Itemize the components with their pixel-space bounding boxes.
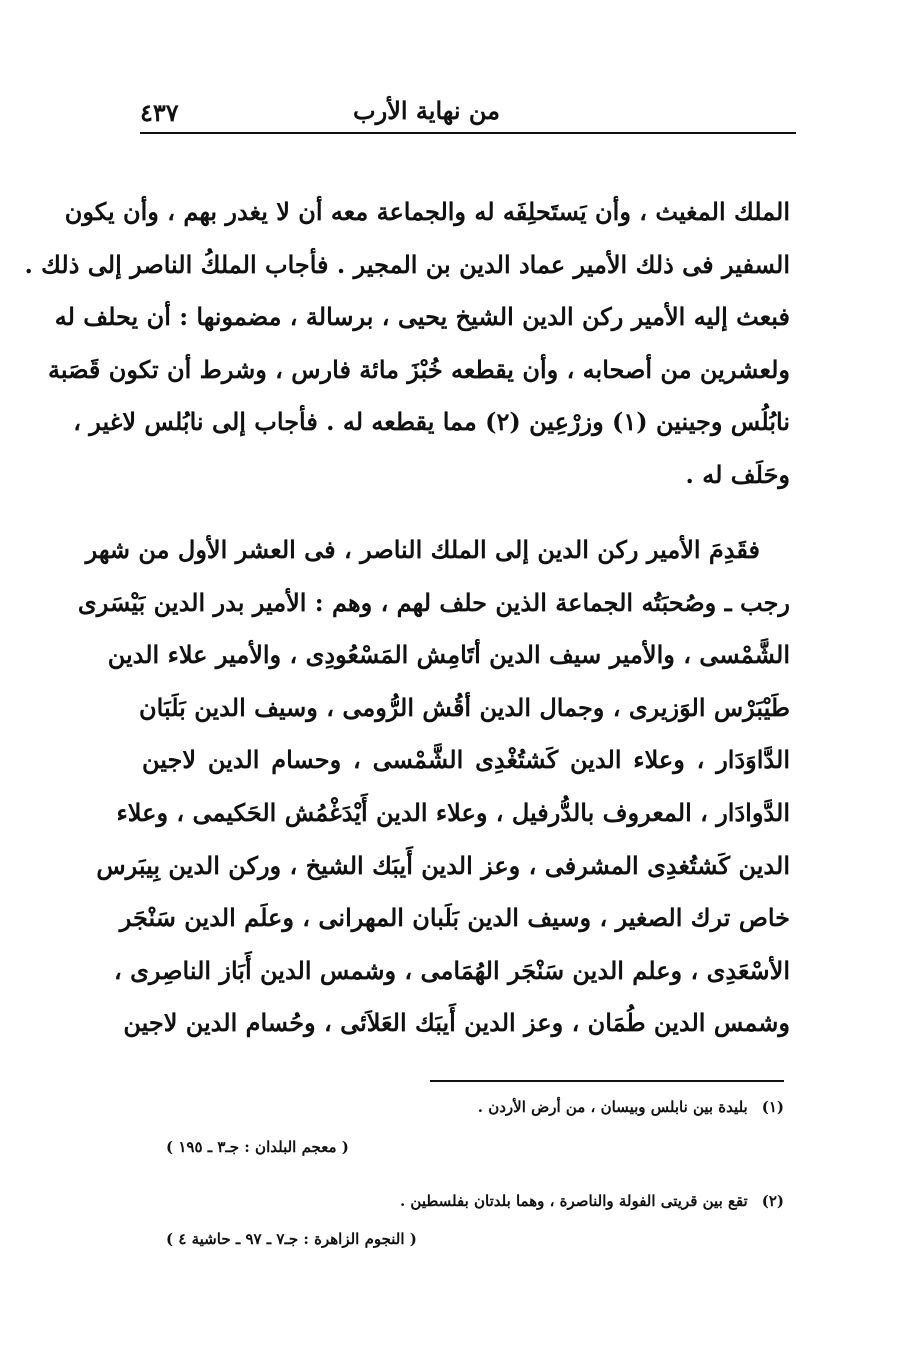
text-line: خاص ترك الصغير ، وسيف الدين بَلَبان المهرانى ، وعلَم الدين سَنْجَر	[119, 903, 790, 933]
text-line: الدَّوادَار ، المعروف بالدُّرفيل ، وعلاء الدين أَيْدَغْمُش الحَكيمى ، وعلاء	[116, 797, 790, 827]
text-line: رجب ـ وصُحبَتُه الجماعة الذين حلف لهم ، وهم : الأمير بدر الدين بَيْسَرى	[77, 587, 790, 617]
header-rule	[140, 132, 796, 134]
footnote-2-source: ( النجوم الزاهرة : جـ٧ ـ ٩٧ ـ حاشية ٤ )	[166, 1230, 417, 1248]
text-line: نابُلُس وجينين (١) وزرْعِين (٢) مما يقطعه له . فأجاب إلى نابُلس لاغير ،	[73, 407, 790, 437]
page-header	[140, 92, 800, 132]
text-line: الدين كَشتُغدِى المشرفى ، وعز الدين أَيبَك الشيخ ، وركن الدين بِيبَرس	[96, 850, 790, 880]
text-line: فبعث إليه الأمير ركن الدين الشيخ يحيى ، برسالة ، مضمونها : أن يحلف له	[54, 302, 790, 332]
paragraph-1	[24, 186, 790, 502]
footnote-marker: (٢)	[761, 1192, 784, 1210]
text-line: الأسْعَدِى ، وعلم الدين سَنْجَر الهُمَامى ، وشمس الدين أَبَاز الناصِرى ،	[114, 955, 790, 985]
footnote-text: بليدة بين نابلس وبيسان ، من أرض الأردن .	[477, 1098, 748, 1116]
page-number: ٤٣٧	[140, 98, 179, 127]
text-line: طَيْبَرْس الوَزيرى ، وجمال الدين أقُش الرُّومى ، وسيف الدين بَلَبَان	[139, 692, 790, 722]
text-line: الشَّمْسى ، والأمير سيف الدين أتَامِش المَسْعُودِى ، والأمير علاء الدين	[107, 640, 790, 670]
footnote-rule	[430, 1080, 784, 1082]
text-line: وحَلَف له .	[685, 459, 790, 489]
paragraph-2	[77, 524, 790, 1050]
footnote-1	[478, 1098, 784, 1116]
text-line: السفير فى ذلك الأمير عماد الدين بن المجير . فأجاب الملكُ الناصر إلى ذلك .	[24, 249, 790, 279]
text-line: ولعشرين من أصحابه ، وأن يقطعه خُبْزَ مائة فارس ، وشرط أن تكون قَصَبة	[47, 354, 790, 384]
footnote-text: تقع بين قريتى الفولة والناصرة ، وهما بلدتان بفلسطين .	[399, 1192, 748, 1210]
footnote-2	[400, 1192, 784, 1210]
footnote-1-source: ( معجم البلدان : جـ٣ ـ ١٩٥ )	[166, 1138, 349, 1156]
footnote-marker: (١)	[761, 1098, 784, 1116]
text-line: وشمس الدين طُمَان ، وعز الدين أَيبَك العَلاَئى ، وحُسام الدين لاجين	[123, 1008, 790, 1038]
running-title: من نهاية الأرب	[353, 96, 500, 125]
text-line: الدَّاوَدَار ، وعلاء الدين كَشتُغْدِى الشَّمْسى ، وحسام الدين لاجين	[142, 745, 790, 775]
text-line: فقَدِمَ الأمير ركن الدين إلى الملك الناصر ، فى العشر الأول من شهر	[85, 535, 760, 564]
text-line: الملك المغيث ، وأن يَستَحلِفَه له والجماعة معه أن لا يغدر بهم ، وأن يكون	[64, 197, 790, 226]
